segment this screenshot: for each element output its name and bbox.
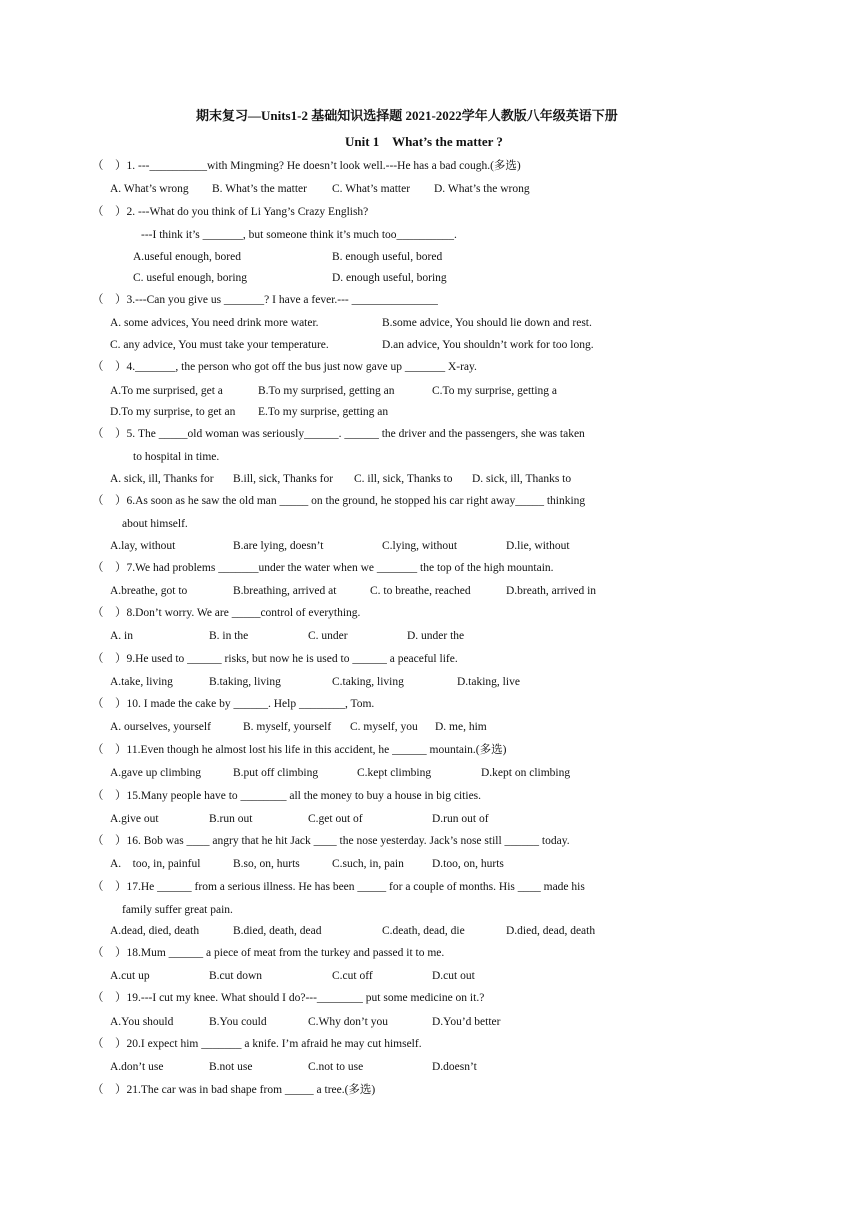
option: C.death, dead, die <box>382 925 465 937</box>
option: C. to breathe, reached <box>370 585 471 597</box>
option: C. What’s matter <box>332 183 411 195</box>
option: C. useful enough, boring <box>133 272 248 284</box>
option: A.You should <box>110 1016 174 1028</box>
option: A.To me surprised, get a <box>110 385 223 397</box>
question-line: to hospital in time. <box>133 451 220 463</box>
option: A.breathe, got to <box>110 585 188 597</box>
question-20: （ ）20.I expect him _______ a knife. I’m afraid he may cut himself. <box>92 1038 422 1050</box>
option: D.kept on climbing <box>481 767 571 779</box>
option: C.kept climbing <box>357 767 432 779</box>
question-3: （ ）3.---Can you give us _______? I have a fever.--- _______________ <box>92 294 438 306</box>
option: D.To my surprise, to get an <box>110 406 236 418</box>
option: A.give out <box>110 813 159 825</box>
option: A. too, in, painful <box>110 858 201 870</box>
question-line: ---I think it’s _______, but someone think it’s much too__________. <box>141 229 457 241</box>
option: D. What’s the wrong <box>434 183 530 195</box>
question-10: （ ）10. I made the cake by ______. Help ________, Tom. <box>92 698 375 710</box>
question-15: （ ）15.Many people have to ________ all the money to buy a house in big cities. <box>92 790 482 802</box>
question-5: （ ）5. The _____old woman was seriously______. ______ the driver and the passengers, she was taken <box>92 428 585 440</box>
option: D.You’d better <box>432 1016 501 1028</box>
unit-title: Unit 1 What’s the matter ? <box>345 134 503 149</box>
document-title: 期末复习—Units1-2 基础知识选择题 2021-2022学年人教版八年级英语下册 <box>196 108 618 123</box>
option: D. me, him <box>435 721 487 733</box>
option: A.gave up climbing <box>110 767 202 779</box>
option: B. in the <box>209 630 249 642</box>
option: B.so, on, hurts <box>233 858 300 870</box>
option: C. any advice, You must take your temperature. <box>110 339 329 351</box>
option: D.doesn’t <box>432 1061 477 1073</box>
option: D.an advice, You shouldn’t work for too long. <box>382 339 594 351</box>
option: B.cut down <box>209 970 263 982</box>
question-19: （ ）19.---I cut my knee. What should I do?---________ put some medicine on it.? <box>92 992 485 1004</box>
option: C. ill, sick, Thanks to <box>354 473 453 485</box>
option: B. enough useful, bored <box>332 251 443 263</box>
option: D.taking, live <box>457 676 520 688</box>
question-18: （ ）18.Mum ______ a piece of meat from the turkey and passed it to me. <box>92 947 445 959</box>
question-9: （ ）9.He used to ______ risks, but now he is used to ______ a peaceful life. <box>92 653 458 665</box>
option: B.breathing, arrived at <box>233 585 337 597</box>
option: B.some advice, You should lie down and rest. <box>382 317 592 329</box>
option: D.run out of <box>432 813 489 825</box>
option: C.taking, living <box>332 676 404 688</box>
option: D. under the <box>407 630 465 642</box>
question-11: （ ）11.Even though he almost lost his life in this accident, he ______ mountain.(多选) <box>92 744 507 756</box>
option: C.not to use <box>308 1061 364 1073</box>
option: A. some advices, You need drink more water. <box>110 317 319 329</box>
question-16: （ ）16. Bob was ____ angry that he hit Jack ____ the nose yesterday. Jack’s nose still ______ today. <box>92 835 570 847</box>
option: A. sick, ill, Thanks for <box>110 473 214 485</box>
question-line: family suffer great pain. <box>122 904 233 916</box>
option: A.dead, died, death <box>110 925 200 937</box>
option: A. ourselves, yourself <box>110 721 211 733</box>
option: B.died, death, dead <box>233 925 322 937</box>
question-21: （ ）21.The car was in bad shape from _____ a tree.(多选) <box>92 1084 376 1096</box>
option: A. in <box>110 630 133 642</box>
option: C. under <box>308 630 348 642</box>
question-1: （ ）1. ---__________with Mingming? He doesn’t look well.---He has a bad cough.(多选) <box>92 160 521 172</box>
option: C.such, in, pain <box>332 858 404 870</box>
option: B.put off climbing <box>233 767 319 779</box>
option: C.get out of <box>308 813 363 825</box>
option: B. What’s the matter <box>212 183 307 195</box>
option: B.ill, sick, Thanks for <box>233 473 334 485</box>
option: D.too, on, hurts <box>432 858 504 870</box>
option: D.died, dead, death <box>506 925 596 937</box>
option: A.cut up <box>110 970 150 982</box>
option: B. myself, yourself <box>243 721 332 733</box>
option: D. enough useful, boring <box>332 272 447 284</box>
option: B.taking, living <box>209 676 281 688</box>
option: A.take, living <box>110 676 173 688</box>
option: D.cut out <box>432 970 475 982</box>
option: B.You could <box>209 1016 267 1028</box>
question-8: （ ）8.Don’t worry. We are _____control of everything. <box>92 607 361 619</box>
option: C.cut off <box>332 970 373 982</box>
option: D. sick, ill, Thanks to <box>472 473 572 485</box>
option: C. myself, you <box>350 721 418 733</box>
option: A.don’t use <box>110 1061 164 1073</box>
option: E.To my surprise, getting an <box>258 406 389 418</box>
option: C.To my surprise, getting a <box>432 385 558 397</box>
option: C.Why don’t you <box>308 1016 388 1028</box>
option: B.run out <box>209 813 253 825</box>
option: B.not use <box>209 1061 253 1073</box>
option: B.To my surprised, getting an <box>258 385 395 397</box>
question-2: （ ）2. ---What do you think of Li Yang’s Crazy English? <box>92 206 369 218</box>
question-7: （ ）7.We had problems _______under the water when we _______ the top of the high mountain. <box>92 562 554 574</box>
option: A.useful enough, bored <box>133 251 241 263</box>
question-4: （ ）4._______, the person who got off the bus just now gave up _______ X-ray. <box>92 361 477 373</box>
option: C.lying, without <box>382 540 458 552</box>
option: D.breath, arrived in <box>506 585 597 597</box>
question-17: （ ）17.He ______ from a serious illness. He has been _____ for a couple of months. His ____ made his <box>92 881 585 893</box>
question-line: about himself. <box>122 518 188 530</box>
option: A. What’s wrong <box>110 183 189 195</box>
question-6: （ ）6.As soon as he saw the old man _____ on the ground, he stopped his car right away_____ thinking <box>92 495 586 507</box>
option: D.lie, without <box>506 540 570 552</box>
option: B.are lying, doesn’t <box>233 540 324 552</box>
option: A.lay, without <box>110 540 176 552</box>
